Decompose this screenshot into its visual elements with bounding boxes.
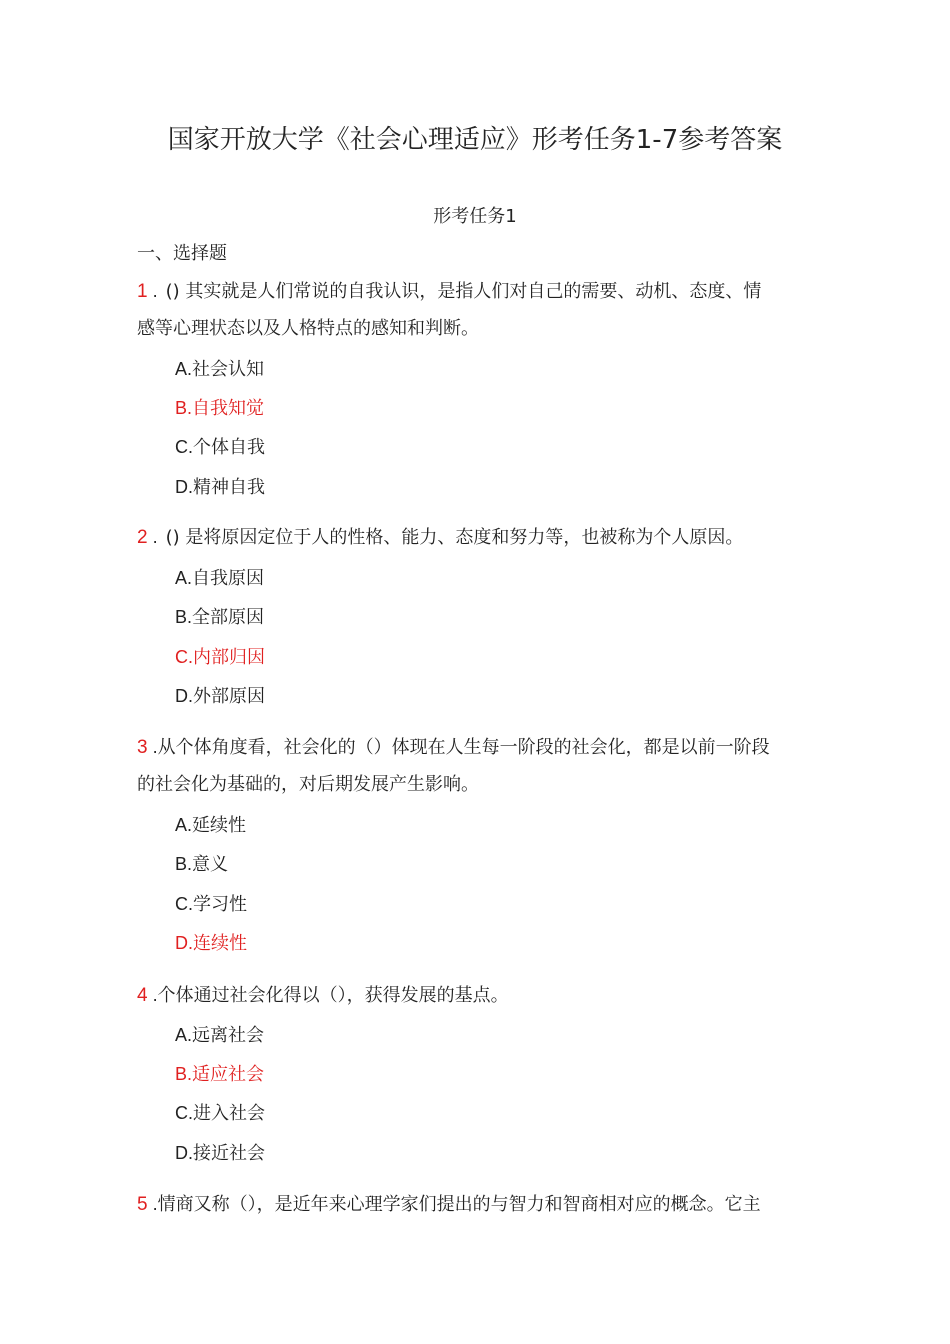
question-3-line-2: 的社会化为基础的，对后期发展产生影响。 (137, 774, 479, 795)
task-title: 形考任务1 (433, 206, 517, 227)
section-heading: 一、选择题 (137, 243, 227, 264)
question-4-line-1 (137, 981, 509, 1010)
question-separator: . (147, 1194, 158, 1214)
option-d-correct (175, 929, 247, 958)
option-text: 远离社会 (192, 1025, 265, 1046)
option-c (175, 433, 265, 462)
option-text: 意义 (192, 854, 229, 875)
option-d (175, 1139, 265, 1168)
option-letter: A. (175, 568, 193, 588)
option-text: 自我原因 (192, 568, 265, 589)
question-5-line-1 (137, 1190, 761, 1219)
option-text: 自我知觉 (192, 398, 265, 419)
option-letter: D. (175, 933, 193, 953)
option-c-correct (175, 643, 265, 672)
option-a (175, 564, 264, 593)
question-text: () 是将原因定位于人的性格、能力、态度和努力等，也被称为个人原因。 (165, 527, 744, 548)
question-number: 1 (137, 281, 148, 302)
option-letter: A. (175, 1025, 193, 1045)
question-text: 情商又称（），是近年来心理学家们提出的与智力和智商相对应的概念。它主 (157, 1194, 761, 1215)
option-c (175, 890, 247, 919)
question-separator: . (147, 527, 158, 547)
option-text: 连续性 (193, 933, 247, 954)
option-text: 内部归因 (193, 647, 265, 668)
option-text: 接近社会 (193, 1143, 265, 1164)
option-b-correct (175, 1060, 264, 1089)
option-d (175, 473, 265, 502)
option-text: 延续性 (192, 815, 247, 836)
option-a (175, 1021, 264, 1050)
option-text: 学习性 (193, 894, 247, 915)
option-letter: B. (175, 1064, 193, 1084)
option-text: 精神自我 (193, 477, 265, 498)
option-text: 社会认知 (192, 359, 265, 380)
option-letter: A. (175, 359, 193, 379)
option-letter: B. (175, 398, 193, 418)
option-b (175, 850, 228, 879)
option-b (175, 603, 264, 632)
question-number: 5 (137, 1194, 148, 1215)
option-letter: B. (175, 607, 193, 627)
option-d (175, 682, 265, 711)
question-1-line-1 (137, 277, 761, 306)
option-text: 全部原因 (192, 607, 265, 628)
option-letter: A. (175, 815, 193, 835)
question-number: 2 (137, 527, 148, 548)
document-title: 国家开放大学《社会心理适应》形考任务1-7参考答案 (167, 125, 783, 155)
option-letter: C. (175, 1103, 193, 1123)
question-separator: . (147, 281, 158, 301)
question-text: () 其实就是人们常说的自我认识，是指人们对自己的需要、动机、态度、情 (165, 281, 762, 302)
option-letter: B. (175, 854, 193, 874)
question-number: 3 (137, 737, 148, 758)
question-1-line-2: 感等心理状态以及人格特点的感知和判断。 (137, 318, 479, 339)
option-text: 外部原因 (193, 686, 265, 707)
option-a (175, 355, 264, 384)
question-text: 个体通过社会化得以（），获得发展的基点。 (157, 985, 509, 1006)
option-letter: C. (175, 647, 193, 667)
option-text: 个体自我 (193, 437, 265, 458)
question-number: 4 (137, 985, 148, 1006)
option-letter: D. (175, 477, 193, 497)
option-a (175, 811, 246, 840)
question-separator: . (147, 985, 158, 1005)
option-letter: D. (175, 686, 193, 706)
option-letter: C. (175, 894, 193, 914)
question-3-line-1 (137, 733, 770, 762)
option-c (175, 1099, 265, 1128)
option-letter: D. (175, 1143, 193, 1163)
question-text: 从个体角度看，社会化的（）体现在人生每一阶段的社会化，都是以前一阶段 (157, 737, 770, 758)
question-separator: . (147, 737, 158, 757)
option-text: 适应社会 (192, 1064, 265, 1085)
question-2-line-1 (137, 523, 743, 552)
option-text: 进入社会 (193, 1103, 265, 1124)
option-letter: C. (175, 437, 193, 457)
option-b-correct (175, 394, 264, 423)
